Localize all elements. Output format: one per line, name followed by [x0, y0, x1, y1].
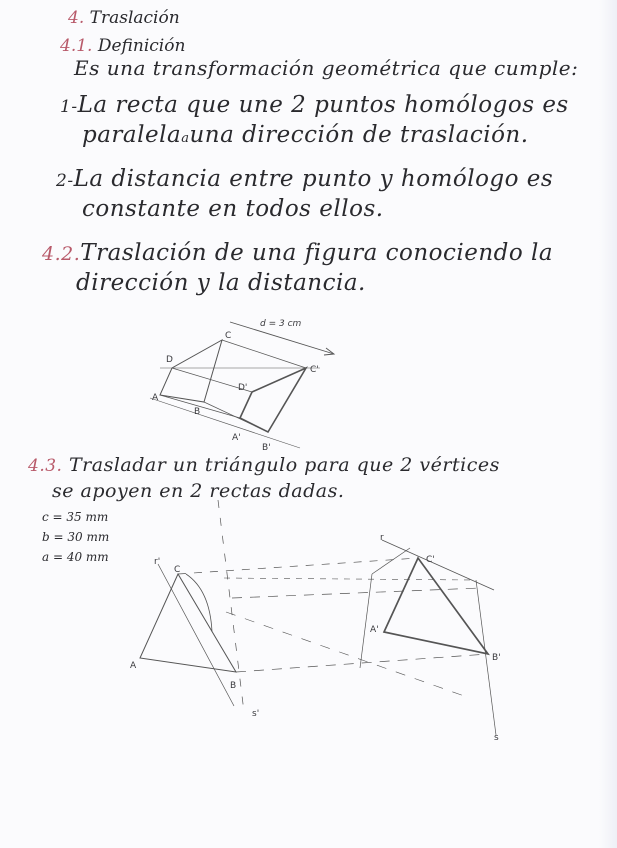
tri-point-C: C	[174, 565, 181, 575]
label-r-prime: r'	[154, 557, 161, 567]
point-C: C	[225, 331, 232, 341]
section-4-1-title: Definición	[97, 36, 186, 56]
section-4-2-line-2: dirección y la distancia.	[76, 270, 366, 296]
original-triangle	[140, 574, 236, 672]
section-4-2-number: 4.2.	[42, 243, 81, 265]
point-A-prime: A'	[232, 433, 241, 443]
item-2-text: La distancia entre punto y homólogo es	[73, 166, 554, 192]
measure-b: b = 30 mm	[42, 530, 110, 544]
item-2-number: 2-	[56, 171, 74, 191]
tri-point-B-prime: B'	[492, 653, 501, 663]
item-1-number: 1-	[60, 97, 78, 117]
point-B-prime: B'	[262, 443, 271, 453]
measure-a: a = 40 mm	[42, 550, 109, 564]
section-4-3-number: 4.3.	[28, 456, 63, 476]
tri-point-A-prime: A'	[370, 625, 379, 635]
item-1-text: La recta que une 2 puntos homólogos es	[77, 92, 569, 118]
point-D-prime: D'	[238, 383, 248, 393]
line-r	[382, 540, 494, 590]
definition-intro: Es una transformación geométrica que cumple:	[74, 56, 579, 80]
point-C-prime: C'	[310, 365, 319, 375]
label-r: r	[380, 533, 384, 543]
point-B: B	[194, 407, 201, 417]
tri-point-A: A	[130, 661, 137, 671]
distance-label: d = 3 cm	[260, 319, 302, 329]
section-4-1-number: 4.1.	[60, 36, 93, 56]
item-1-word-paralela: paralela	[82, 122, 182, 148]
label-s: s	[494, 733, 499, 743]
tri-point-B: B	[230, 681, 237, 691]
measure-c: c = 35 mm	[42, 510, 109, 524]
point-A: A	[152, 393, 159, 403]
point-D: D	[166, 355, 173, 365]
definition-item-2-line-2: constante en todos ellos.	[82, 196, 384, 222]
translated-triangle	[384, 558, 488, 654]
section-4-number: 4.	[68, 8, 85, 28]
section-4-3-line-2: se apoyen en 2 rectas dadas.	[52, 480, 345, 502]
section-4-3-text: Trasladar un triángulo para que 2 vértices	[69, 454, 500, 476]
label-s-prime: s'	[252, 709, 260, 719]
item-1-rest: una dirección de traslación.	[189, 122, 529, 148]
section-4-title: Traslación	[89, 8, 180, 28]
item-1-word-a: a	[181, 131, 190, 146]
tri-point-C-prime: C'	[426, 555, 435, 565]
line-r-prime	[158, 564, 237, 706]
section-4-2-text: Traslación de una figura conociendo la	[80, 240, 554, 266]
